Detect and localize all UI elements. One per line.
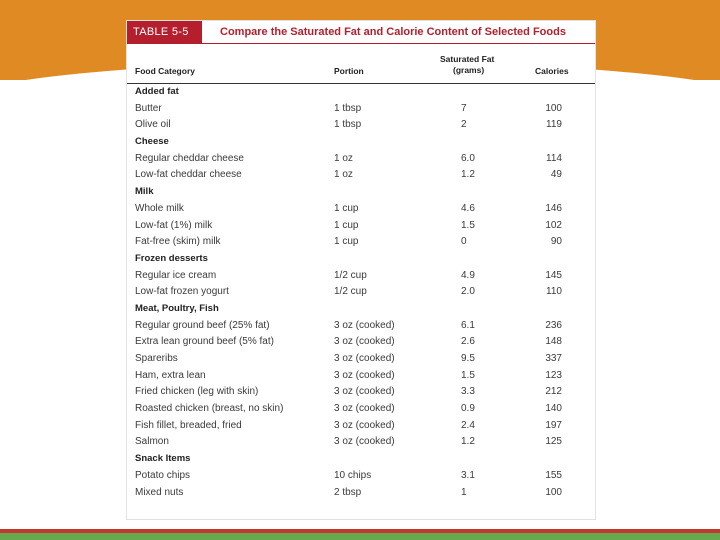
portion-cell: 1/2 cup: [334, 269, 367, 281]
category-label: Cheese: [135, 136, 169, 148]
table-row: [127, 117, 595, 134]
saturated-fat-cell: 6.1: [461, 319, 475, 331]
saturated-fat-cell: 2.4: [461, 419, 475, 431]
calories-cell: 212: [545, 386, 562, 398]
saturated-fat-cell: 1.5: [461, 219, 475, 231]
calories-cell: 197: [545, 419, 562, 431]
table-row: [127, 101, 595, 118]
table-row: [127, 268, 595, 285]
saturated-fat-cell: 3.1: [461, 469, 475, 481]
header-portion: Portion: [334, 66, 364, 76]
portion-cell: 1 tbsp: [334, 119, 362, 131]
table-row: [127, 434, 595, 451]
calories-cell: 114: [546, 152, 562, 164]
calories-cell: 145: [545, 269, 562, 281]
calories-cell: 100: [545, 486, 562, 498]
food-cell: Low-fat cheddar cheese: [135, 169, 242, 181]
table-row: [127, 167, 595, 184]
saturated-fat-cell: 2.0: [461, 286, 475, 298]
saturated-fat-cell: 9.5: [461, 353, 475, 364]
table-row: [127, 418, 595, 435]
calories-cell: 123: [545, 369, 562, 381]
food-cell: Whole milk: [135, 202, 184, 214]
food-cell: Salmon: [135, 436, 169, 448]
saturated-fat-cell: 6.0: [461, 152, 475, 164]
food-cell: Extra lean ground beef (5% fat): [135, 336, 274, 348]
food-cell: Regular ice cream: [135, 269, 217, 281]
calories-cell: 102: [545, 219, 562, 231]
table-row: [127, 351, 595, 368]
header-saturated-fat-unit: (grams): [453, 65, 485, 75]
food-cell: Regular ground beef (25% fat): [135, 319, 270, 331]
food-cell: Low-fat frozen yogurt: [135, 286, 229, 298]
category-label: Added fat: [135, 86, 179, 97]
portion-cell: 3 oz (cooked): [334, 336, 395, 348]
table-number: TABLE 5-5: [127, 21, 202, 43]
food-cell: Low-fat (1%) milk: [135, 219, 213, 231]
portion-cell: 3 oz (cooked): [334, 436, 395, 448]
portion-cell: 1 cup: [334, 236, 359, 248]
food-cell: Mixed nuts: [135, 486, 184, 498]
saturated-fat-cell: 3.3: [461, 386, 475, 398]
calories-cell: 125: [545, 436, 562, 448]
category-row: [127, 134, 595, 151]
portion-cell: 2 tbsp: [334, 486, 362, 498]
calories-cell: 100: [545, 102, 562, 114]
portion-cell: 1 oz: [334, 152, 353, 164]
food-cell: Regular cheddar cheese: [135, 152, 244, 164]
food-cell: Roasted chicken (breast, no skin): [135, 403, 284, 415]
saturated-fat-cell: 7: [461, 102, 467, 114]
saturated-fat-cell: 2: [461, 119, 467, 131]
category-row: [127, 184, 595, 201]
portion-cell: 3 oz (cooked): [334, 369, 395, 381]
category-row: [127, 301, 595, 318]
portion-cell: 1 tbsp: [334, 102, 362, 114]
portion-cell: 1 cup: [334, 219, 359, 231]
saturated-fat-cell: 1.2: [461, 169, 475, 181]
saturated-fat-cell: 1.2: [461, 436, 475, 448]
food-cell: Fish fillet, breaded, fried: [135, 419, 242, 431]
food-cell: Fried chicken (leg with skin): [135, 386, 259, 398]
table-row: [127, 234, 595, 251]
table-row: [127, 368, 595, 385]
portion-cell: 3 oz (cooked): [334, 319, 395, 331]
category-row: [127, 251, 595, 268]
food-cell: Butter: [135, 102, 162, 114]
table-row: [127, 284, 595, 301]
portion-cell: 1/2 cup: [334, 286, 367, 298]
table-body: [127, 84, 595, 501]
calories-cell: 140: [545, 403, 562, 415]
saturated-fat-cell: 0: [461, 236, 467, 248]
table-row: [127, 334, 595, 351]
saturated-fat-cell: 4.6: [461, 202, 475, 214]
portion-cell: 10 chips: [334, 469, 372, 481]
category-label: Snack Items: [135, 453, 191, 465]
saturated-fat-cell: 1.5: [461, 369, 475, 381]
calories-cell: 110: [546, 286, 562, 298]
table-row: [127, 318, 595, 335]
saturated-fat-cell: 4.9: [461, 269, 475, 281]
portion-cell: 3 oz (cooked): [334, 386, 395, 398]
category-row: [127, 84, 595, 101]
food-cell: Spareribs: [135, 353, 178, 364]
table-panel: [126, 20, 596, 520]
header-food-category: Food Category: [135, 66, 195, 76]
portion-cell: 3 oz (cooked): [334, 403, 395, 415]
table-row: [127, 201, 595, 218]
column-headers: [127, 51, 595, 84]
portion-cell: 3 oz (cooked): [334, 419, 395, 431]
calories-cell: 49: [550, 169, 562, 181]
table-row: [127, 485, 595, 502]
saturated-fat-cell: 2.6: [461, 336, 475, 348]
calories-cell: 337: [545, 353, 562, 364]
category-label: Meat, Poultry, Fish: [135, 302, 219, 314]
food-cell: Fat-free (skim) milk: [135, 236, 221, 248]
category-label: Frozen desserts: [135, 252, 208, 264]
saturated-fat-cell: 0.9: [461, 403, 475, 415]
table-row: [127, 468, 595, 485]
portion-cell: 1 cup: [334, 202, 359, 214]
table-row: [127, 401, 595, 418]
portion-cell: 1 oz: [334, 169, 353, 181]
category-row: [127, 451, 595, 468]
calories-cell: 155: [545, 469, 562, 481]
calories-cell: 146: [545, 202, 562, 214]
food-cell: Olive oil: [135, 119, 171, 131]
table-title: Compare the Saturated Fat and Calorie Content of Selected Foods: [220, 26, 566, 38]
calories-cell: 148: [545, 336, 562, 348]
category-label: Milk: [135, 186, 154, 198]
calories-cell: 119: [546, 119, 562, 131]
calories-cell: 90: [550, 236, 562, 248]
header-calories: Calories: [535, 66, 569, 76]
table-row: [127, 218, 595, 235]
table-row: [127, 151, 595, 168]
table-row: [127, 384, 595, 401]
food-cell: Potato chips: [135, 469, 191, 481]
header-saturated-fat: Saturated Fat: [440, 54, 495, 64]
bottom-rule-green: [0, 533, 720, 540]
portion-cell: 3 oz (cooked): [334, 353, 395, 364]
calories-cell: 236: [545, 319, 562, 331]
table-header: [127, 21, 595, 44]
saturated-fat-cell: 1: [461, 486, 467, 498]
food-cell: Ham, extra lean: [135, 369, 206, 381]
